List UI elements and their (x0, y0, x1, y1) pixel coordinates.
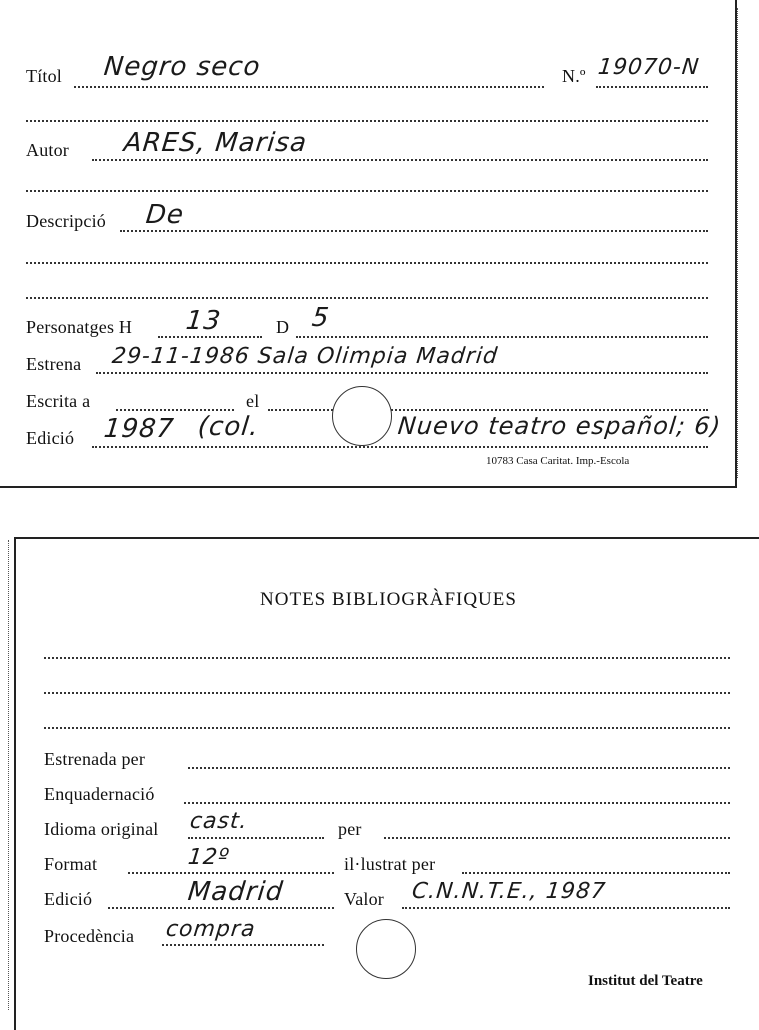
illustrat-label: il·lustrat per (344, 854, 436, 874)
el-label: el (246, 391, 260, 411)
catalog-card-front (0, 0, 737, 488)
stamp-hole-front (332, 386, 392, 446)
escrita-label: Escrita a (26, 391, 91, 411)
valor-line (402, 907, 730, 909)
procedencia-line (162, 944, 324, 946)
card-edge-left (0, 540, 9, 1010)
procedencia-label: Procedència (44, 926, 135, 946)
estrenada-line (188, 767, 730, 769)
estrena-value: 29-11-1986 Sala Olimpia Madrid (110, 344, 500, 369)
estrena-line (96, 372, 708, 374)
back-edicio-value: Madrid (186, 877, 285, 907)
back-card-title: NOTES BIBLIOGRÀFIQUES (260, 589, 517, 610)
estrena-label: Estrena (26, 354, 82, 374)
enquadernacio-line (184, 802, 730, 804)
estrenada-label: Estrenada per (44, 749, 146, 769)
institution-name: Institut del Teatre (588, 973, 703, 989)
descripcio-line (120, 230, 708, 232)
personatges-label: Personatges H (26, 317, 133, 337)
personatges-h-value: 13 (184, 306, 223, 336)
personatges-d-value: 5 (310, 303, 332, 333)
per-line (384, 837, 730, 839)
edicio-label: Edició (26, 428, 75, 448)
idioma-line (188, 837, 324, 839)
enquadernacio-label: Enquadernació (44, 784, 155, 804)
titol-label: Títol (26, 66, 62, 86)
escrita-line (116, 409, 234, 411)
autor-value: ARES, Marisa (122, 128, 309, 158)
descripcio-line-2 (26, 262, 708, 264)
notes-line-3 (44, 727, 730, 729)
procedencia-value: compra (164, 917, 257, 942)
titol-line (74, 86, 544, 88)
num-line (596, 86, 708, 88)
descripcio-label: Descripció (26, 211, 106, 231)
back-edicio-line (108, 907, 334, 909)
edicio-series-value: Nuevo teatro español; 6) (396, 412, 723, 440)
format-line (128, 872, 334, 874)
edicio-line (92, 446, 708, 448)
autor-line (92, 159, 708, 161)
titol-extra-line (26, 120, 708, 122)
num-label: N.º (562, 66, 586, 86)
idioma-value: cast. (188, 809, 249, 834)
personatges-h-line (158, 336, 262, 338)
catalog-card-back (14, 537, 759, 1030)
valor-label: Valor (344, 889, 384, 909)
idioma-label: Idioma original (44, 819, 159, 839)
autor-extra-line (26, 190, 708, 192)
format-label: Format (44, 854, 98, 874)
stamp-hole-back (356, 919, 416, 979)
back-edicio-label: Edició (44, 889, 93, 909)
valor-value: C.N.N.T.E., 1987 (410, 879, 608, 904)
card-edge-right (737, 8, 752, 478)
illustrat-line (462, 872, 730, 874)
notes-line-1 (44, 657, 730, 659)
printer-imprint: 10783 Casa Caritat. Imp.-Escola (486, 455, 630, 467)
notes-line-2 (44, 692, 730, 694)
personatges-d-line (296, 336, 708, 338)
personatges-d-label: D (276, 317, 290, 337)
descripcio-value: De (144, 200, 186, 230)
format-value: 12º (186, 845, 231, 870)
per-label: per (338, 819, 362, 839)
titol-value: Negro seco (102, 52, 263, 82)
edicio-col-value: (col. (196, 412, 261, 442)
num-value: 19070-N (596, 55, 701, 80)
descripcio-line-3 (26, 297, 708, 299)
autor-label: Autor (26, 140, 69, 160)
edicio-year-value: 1987 (102, 414, 176, 444)
